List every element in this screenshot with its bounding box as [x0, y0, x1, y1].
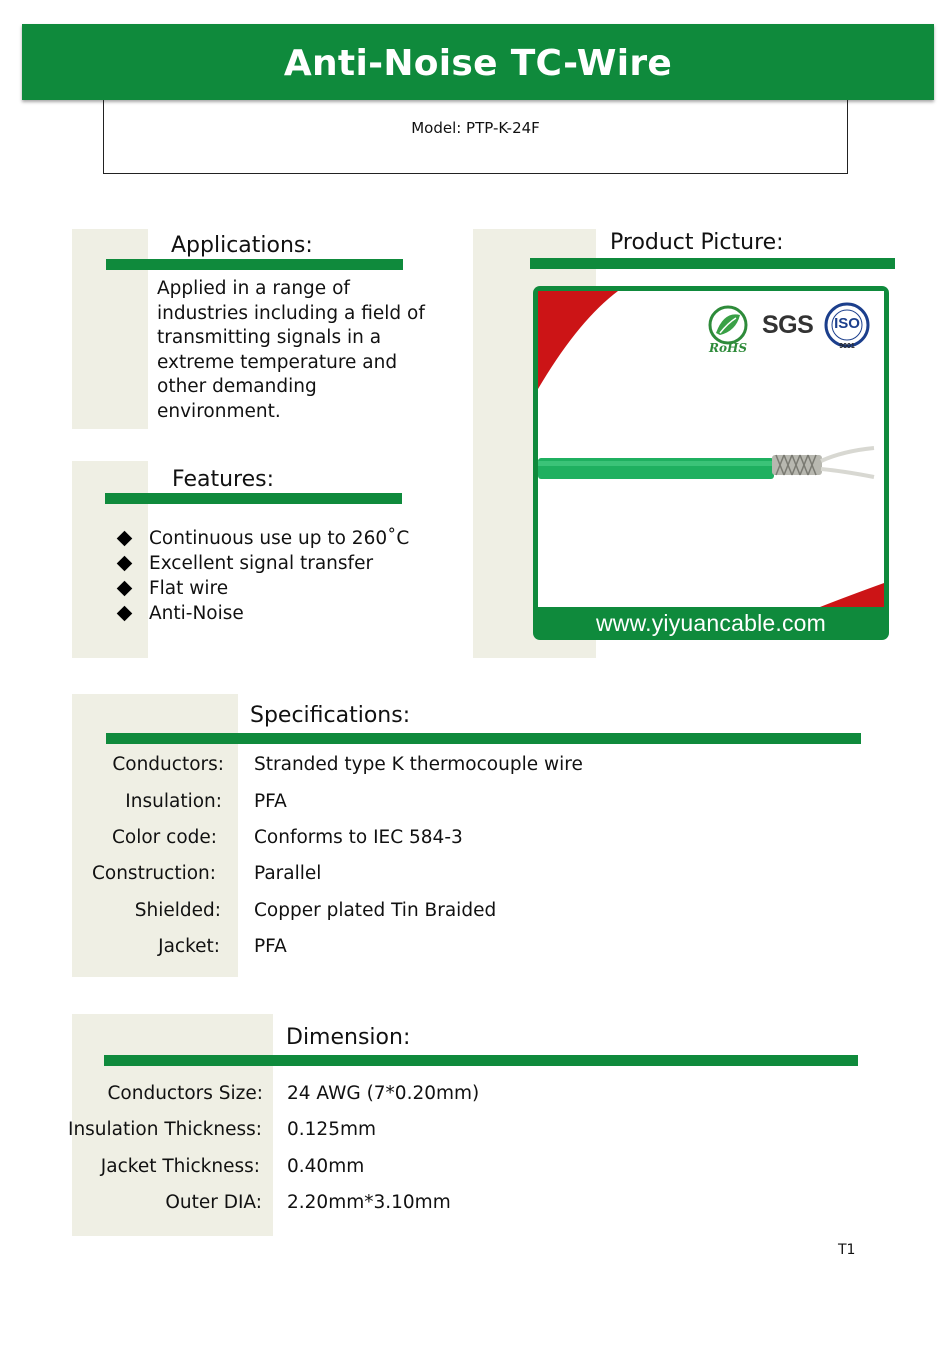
spec-label: Insulation:: [125, 791, 222, 812]
iso-logo-icon: [822, 301, 872, 353]
diamond-bullet-icon: [117, 531, 133, 547]
dimension-value: 0.40mm: [287, 1156, 365, 1177]
diamond-bullet-icon: [117, 556, 133, 572]
applications-text: [157, 277, 427, 424]
iso-logo-text: ISO: [834, 315, 860, 332]
spec-label: Shielded:: [134, 900, 221, 921]
website-url: www.yiyuancable.com: [595, 610, 827, 636]
product-picture-title: Product Picture:: [610, 230, 784, 255]
spec-label: Jacket:: [158, 936, 220, 957]
sgs-logo: SGS: [762, 311, 814, 339]
rohs-logo-text: RoHS: [709, 341, 747, 355]
applications-line: Applied in a range of: [157, 278, 350, 299]
corner-red-top-left: [538, 291, 618, 389]
spec-value: Conforms to IEC 584-3: [254, 827, 463, 848]
conductor-1: [821, 448, 874, 461]
spec-label: Color code:: [111, 827, 217, 848]
page-code: T1: [838, 1242, 856, 1258]
diamond-bullet-icon: [117, 606, 133, 622]
diamond-bullet-icon: [117, 581, 133, 597]
product-photo: [533, 286, 889, 640]
applications-line: transmitting signals in a: [157, 327, 382, 348]
feature-text: Anti-Noise: [149, 603, 244, 624]
applications-title: Applications:: [171, 233, 313, 258]
dimension-title: Dimension:: [286, 1025, 411, 1050]
feature-item: [116, 551, 416, 576]
wire-jacket-highlight: [538, 461, 774, 466]
dimension-label: Jacket Thickness:: [100, 1156, 260, 1177]
page-title: Anti-Noise TC-Wire: [283, 43, 673, 84]
spec-label: Conductors:: [112, 754, 224, 775]
dimension-label: Conductors Size:: [107, 1083, 263, 1104]
dimension-value: 0.125mm: [287, 1119, 377, 1140]
specifications-divider: [106, 733, 861, 744]
model-box: [103, 100, 848, 174]
feature-text: Continuous use up to 260˚C: [149, 528, 410, 549]
feature-text: Flat wire: [149, 578, 229, 599]
applications-line: industries including a field of: [157, 302, 425, 324]
dimension-divider: [104, 1055, 858, 1066]
feature-item: [116, 601, 416, 626]
dimension-label: Outer DIA:: [165, 1192, 262, 1213]
spec-value: PFA: [254, 936, 287, 957]
applications-line: extreme temperature and: [157, 351, 398, 373]
product-picture-divider: [530, 258, 895, 269]
spec-value: PFA: [254, 791, 287, 812]
spec-value: Stranded type K thermocouple wire: [254, 754, 583, 775]
features-divider: [105, 493, 402, 504]
applications-divider: [106, 259, 403, 270]
spec-label: Construction:: [91, 863, 216, 884]
dimension-value: 2.20mm*3.10mm: [287, 1192, 451, 1213]
features-title: Features:: [172, 467, 275, 492]
features-list: [116, 526, 416, 626]
corner-red-bottom-right: [820, 583, 884, 607]
feature-item: [116, 526, 416, 551]
product-photo-canvas: [538, 291, 884, 607]
applications-line: environment.: [157, 400, 281, 422]
specifications-title: Specifications:: [250, 703, 411, 728]
dimension-label: Insulation Thickness:: [67, 1119, 262, 1140]
feature-text: Excellent signal transfer: [149, 553, 374, 574]
applications-line: other demanding: [157, 376, 317, 397]
iso-logo-number: 9001: [839, 343, 855, 350]
model-number: Model: PTP-K-24F: [411, 119, 540, 137]
dimension-value: 24 AWG (7*0.20mm): [287, 1083, 480, 1104]
conductor-2: [821, 469, 874, 477]
spec-value: Copper plated Tin Braided: [254, 900, 497, 921]
feature-item: [116, 576, 416, 601]
page-title-banner: [22, 24, 934, 100]
rohs-logo-icon: [702, 305, 754, 355]
spec-value: Parallel: [254, 863, 322, 884]
